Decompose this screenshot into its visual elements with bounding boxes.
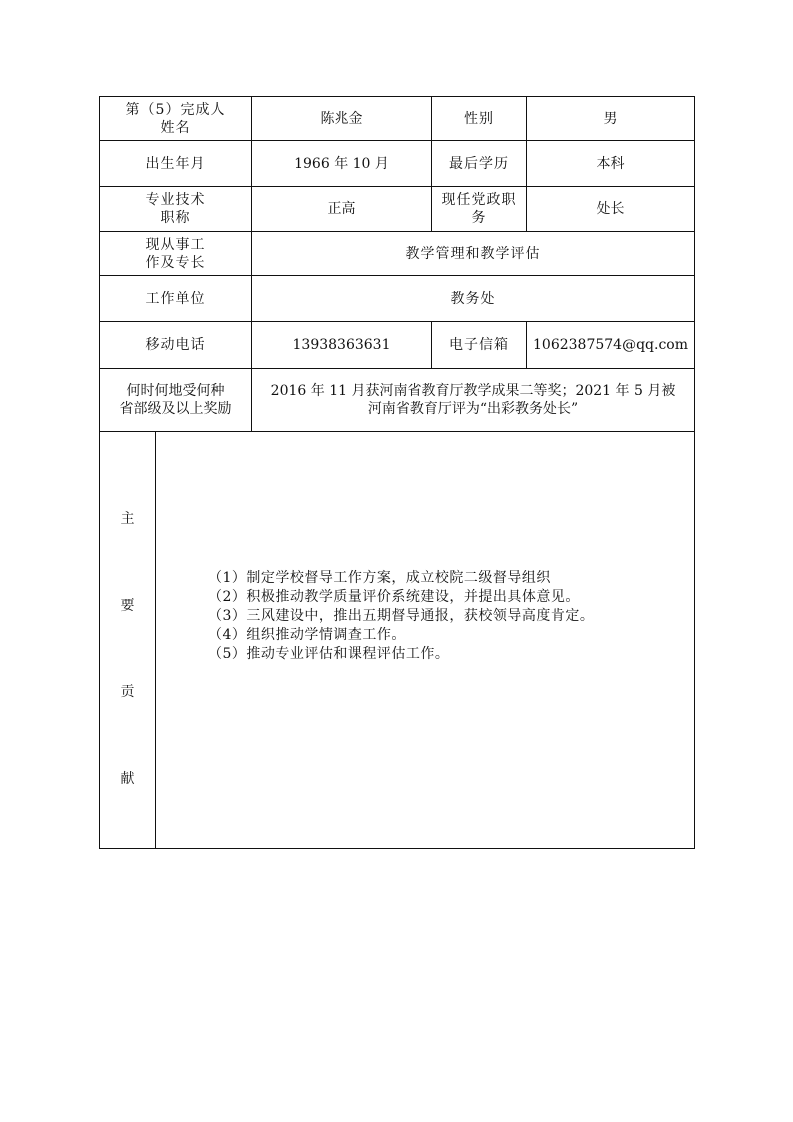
gender-label: 性别 <box>432 97 527 141</box>
contribution-item: （5）推动专业评估和课程评估工作。 <box>208 646 450 662</box>
title-value: 正高 <box>252 187 432 232</box>
post-value: 处长 <box>527 187 695 232</box>
row-birth <box>100 141 695 187</box>
award-label: 何时何地受何种 省部级及以上奖励 <box>100 369 252 432</box>
contribution-item: （2）积极推动教学质量评价系统建设，并提出具体意见。 <box>208 589 580 605</box>
phone-label: 移动电话 <box>100 322 252 369</box>
phone-value: 13938363631 <box>252 322 432 369</box>
education-label: 最后学历 <box>432 141 527 187</box>
unit-label: 工作单位 <box>100 276 252 322</box>
work-label: 现从事工 作及专长 <box>100 232 252 276</box>
email-label: 电子信箱 <box>432 322 527 369</box>
side-char: 献 <box>120 770 135 787</box>
education-value: 本科 <box>527 141 695 187</box>
row-contact <box>100 322 695 369</box>
contribution-item: （3）三风建设中，推出五期督导通报，获校领导高度肯定。 <box>208 608 595 624</box>
name-value: 陈兆金 <box>252 97 432 141</box>
award-value: 2016 年 11 月获河南省教育厅教学成果二等奖；2021 年 5 月被 河南省教育厅评为“出彩教务处长” <box>252 369 695 432</box>
work-value: 教学管理和教学评估 <box>252 232 695 276</box>
info-form-table <box>99 96 695 849</box>
unit-value: 教务处 <box>252 276 695 322</box>
contribution-content <box>156 432 695 849</box>
birth-value: 1966 年 10 月 <box>252 141 432 187</box>
row-work <box>100 232 695 276</box>
contribution-side-label <box>100 432 156 849</box>
side-char: 主 <box>120 511 135 527</box>
side-char: 要 <box>120 597 135 614</box>
row-name <box>100 97 695 141</box>
post-label: 现任党政职 务 <box>432 187 527 232</box>
row-unit <box>100 276 695 322</box>
contribution-item: （1）制定学校督导工作方案，成立校院二级督导组织 <box>208 570 551 586</box>
gender-value: 男 <box>527 97 695 141</box>
row-contribution <box>100 432 695 849</box>
contribution-item: （4）组织推动学情调查工作。 <box>208 627 406 643</box>
row-award <box>100 369 695 432</box>
side-char: 贡 <box>120 684 135 701</box>
birth-label: 出生年月 <box>100 141 252 187</box>
name-label: 第（5）完成人 姓名 <box>100 97 252 141</box>
email-value: 1062387574@qq.com <box>527 322 695 369</box>
title-label: 专业技术 职称 <box>100 187 252 232</box>
row-title <box>100 187 695 232</box>
